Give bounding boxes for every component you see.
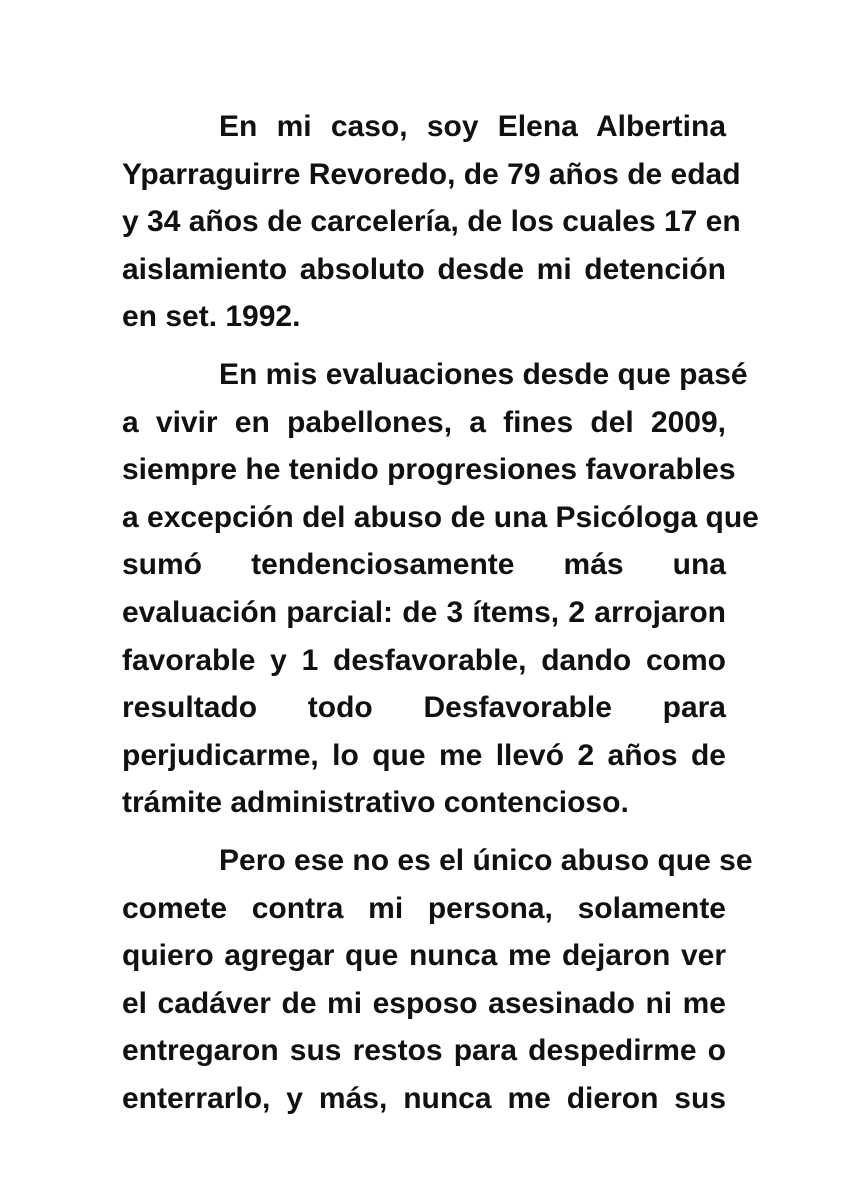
text-line: entregaron sus restos para despedirme o (122, 1034, 726, 1068)
document-body (122, 103, 759, 1122)
text-line: favorable y 1 desfavorable, dando como (122, 643, 726, 677)
text-line: enterrarlo, y más, nunca me dieron sus (122, 1081, 726, 1115)
text-line: Pero ese no es el único abuso que se (219, 843, 753, 877)
text-line: aislamiento absoluto desde mi detención (122, 252, 726, 286)
text-line: a excepción del abuso de una Psicóloga que (122, 500, 759, 534)
text-line: comete contra mi persona, solamente (122, 891, 726, 925)
text-line: el cadáver de mi esposo asesinado ni me (122, 986, 726, 1020)
text-line: perjudicarme, lo que me llevó 2 años de (122, 738, 726, 772)
text-line: En mis evaluaciones desde que pasé (219, 357, 748, 391)
paragraph-2 (122, 351, 759, 827)
text-line: sumó tendenciosamente más una (122, 548, 726, 582)
text-line: quiero agregar que nunca me dejaron ver (122, 939, 726, 973)
text-line: evaluación parcial: de 3 ítems, 2 arrojaron (122, 595, 726, 629)
text-line: Yparraguirre Revoredo, de 79 años de edad (122, 157, 741, 191)
text-line: a vivir en pabellones, a fines del 2009, (122, 405, 726, 439)
paragraph-3 (122, 837, 753, 1123)
text-line: resultado todo Desfavorable para (122, 691, 726, 725)
text-line: y 34 años de carcelería, de los cuales 17 en (122, 205, 741, 239)
text-line: trámite administrativo contencioso. (122, 786, 629, 820)
paragraph-1 (122, 103, 741, 341)
text-line: en set. 1992. (122, 300, 301, 334)
text-line: En mi caso, soy Elena Albertina (219, 110, 726, 143)
text-line: siempre he tenido progresiones favorables (122, 453, 736, 487)
